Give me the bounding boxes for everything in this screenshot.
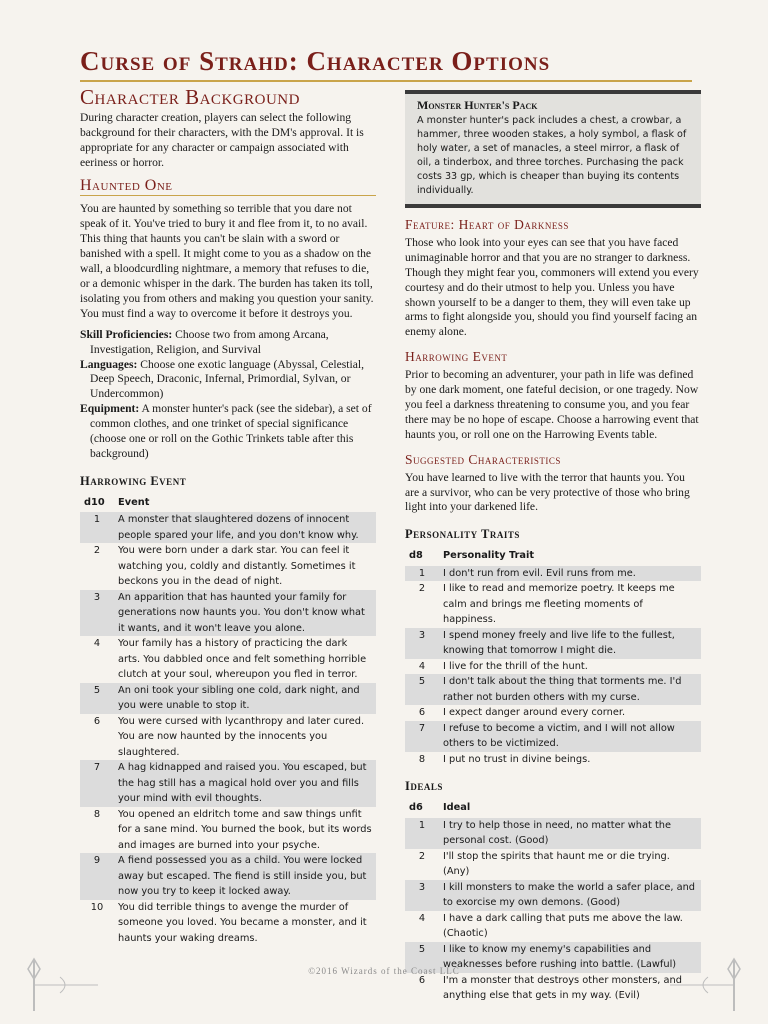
row-text: An apparition that has haunted your family for generations now haunts you. You don't know what it wants, and it won't leave you alone. [114,590,376,637]
row-number: 6 [418,974,426,986]
table-row [405,721,701,752]
row-number: 1 [405,818,439,849]
row-number: 1 [80,512,114,543]
ideals-heading: Ideals [405,779,443,794]
row-number: 5 [80,683,114,714]
table-row [405,849,701,880]
harrowing-event-text: Prior to becoming an adventurer, your path in life was defined by one dark moment, one fateful decision, or one tragedy. Now you feel a darkness threatening to consume you, and you fear there may be no hope of escape. Choose a harrowing event that haunts you, or roll one on the Harrowing Events table. [405,368,699,441]
page-title: Curse of Strahd: Character Options [80,46,551,76]
table-row [405,581,701,628]
row-number: 5 [405,674,439,705]
row-text: I put no trust in divine beings. [443,753,591,765]
equipment [80,402,376,462]
table-row [80,760,376,807]
row-text: I spend money freely and live life to the fullest, knowing that tomorrow I might die. [439,628,701,659]
personality-heading: Personality Traits [405,527,520,542]
title-rule [80,80,692,82]
skills-text: Choose two from among Arcana, Investigation, Religion, and Survival [90,327,329,356]
row-text: I expect danger around every corner. [443,707,626,719]
footer-right-ornament-icon [668,955,748,1015]
row-number: 1 [405,566,439,582]
right-column [405,90,701,1004]
table-row [80,807,376,854]
table-row [80,683,376,714]
row-text: I have a dark calling that puts me above the law. (Chaotic) [443,912,683,940]
sidebar-title: Monster Hunter's Pack [417,98,538,112]
row-number: 6 [93,715,101,727]
table-row [405,659,701,675]
row-number: 2 [93,545,101,557]
table-row [80,714,376,761]
row-number: 4 [93,638,101,650]
table-header-event: Event [118,496,150,508]
sidebar-text: A monster hunter's pack includes a chest, a crowbar, a hammer, three wooden stakes, a holy symbol, a flask of holy water, a set of manacles, a steel mirror, a flask of oil, a tinderbox, and three torches. Purchasing the pack costs 33 gp, which is cheaper than buying its contents individually. [417,115,687,196]
table-row [405,880,701,911]
table-row [80,512,376,543]
row-number: 4 [418,660,426,672]
row-text: You opened an eldritch tome and saw things unfit for a sane mind. You burned the book, but its words and images are burned into your psyche. [118,808,372,851]
row-text: Your family has a history of practicing the dark arts. You dabbled once and felt something horrible clutch at your soul, whereupon you fled in terror. [118,638,367,681]
languages-text: Choose one exotic language (Abyssal, Celestial, Deep Speech, Draconic, Infernal, Primordial, Sylvan, or Undercommon) [90,357,365,401]
row-text: I don't run from evil. Evil runs from me. [439,566,701,582]
heading-rule [80,195,376,196]
row-number: 7 [80,760,114,807]
row-number: 3 [405,628,439,659]
table-row [405,911,701,942]
table-row [405,628,701,659]
row-number: 6 [418,707,426,719]
row-number: 3 [80,590,114,637]
table-header-die: d8 [409,550,423,562]
personality-table-body [405,566,701,768]
feature-text: Those who look into your eyes can see that you have faced unimaginable horror and that you are no stranger to darkness. Though they might fear you, commoners will extend you every courtesy and do their utmost to help you. Unless you have shown yourself to be a danger to them, they will even take up arms to fight alongside you, should you find yourself facing an enemy alone. [405,235,699,339]
background-heading: Character Background [80,85,300,109]
table-row [80,636,376,683]
row-text: I'm a monster that destroys other monsters, and anything else that gets in my way. (Evil) [443,974,682,1002]
harrowing-table-heading: Harrowing Event [80,473,187,488]
equipment-label: Equipment: [80,402,140,416]
row-number: 8 [418,753,426,765]
row-number: 2 [418,583,426,595]
suggested-text: You have learned to live with the terror that haunts you. You are a survivor, who can be very protective of those who bring light into your darkened life. [405,470,690,514]
table-header-die: d6 [409,802,423,814]
table-row [405,973,701,1004]
footer-left-ornament-icon [20,955,100,1015]
table-row [80,590,376,637]
table-row [80,900,376,947]
monster-hunters-pack-sidebar [405,90,701,208]
table-header-ideal: Ideal [443,802,471,814]
row-text: I kill monsters to make the world a safer place, and to exorcise my own demons. (Good) [439,880,701,911]
row-text: I live for the thrill of the hunt. [443,660,588,672]
row-number: 4 [418,912,426,924]
row-text: I'll stop the spirits that haunt me or die trying. (Any) [443,850,670,878]
feature-heading: Feature: Heart of Darkness [405,217,569,232]
harrowing-event-table [80,493,376,947]
haunted-one-body: You are haunted by something so terrible that you dare not speak of it. You've tried to bury it and flee from it, to no avail. This thing that haunts you can't be slain with a sword or banished with a spell. It might come to you as a shadow on the wall, a bloodcurdling nightmare, a memory that refuses to die, or a demonic whisper in the dark. The burden has taken its toll, isolating you from others and making you question your sanity. You must find a way to overcome it before it destroys you. [80,202,374,320]
skill-proficiencies [80,328,376,358]
personality-traits-table [405,546,701,767]
harrowing-event-heading: Harrowing Event [405,349,508,365]
row-number: 5 [405,942,439,973]
background-intro: During character creation, players can select the following background for their characters, with the DM's approval. It is appropriate for any character or campaign associated with eeriness or horror. [80,110,364,169]
table-header-trait: Personality Trait [443,550,535,562]
left-column [80,85,376,946]
languages [80,358,376,403]
row-text: I like to know my enemy's capabilities and weaknesses before rushing into battle. (Lawful) [439,942,701,973]
harrowing-table-body [80,512,376,946]
row-number: 7 [405,721,439,752]
row-number: 2 [418,850,426,862]
skills-label: Skill Proficiencies: [80,327,173,341]
row-number: 10 [90,901,104,913]
row-text: You were born under a dark star. You can feel it watching you, coldly and distantly. Sometimes it beckons you in the dead of night. [118,545,356,588]
table-row [405,566,701,582]
suggested-heading: Suggested Characteristics [405,451,561,467]
row-text: I refuse to become a victim, and I will not allow others to be victimized. [439,721,701,752]
row-text: A fiend possessed you as a child. You were locked away but escaped. The fiend is still inside you, but now you try to keep it locked away. [114,853,376,900]
row-text: I try to help those in need, no matter what the personal cost. (Good) [439,818,701,849]
row-number: 3 [405,880,439,911]
table-row [405,674,701,705]
row-text: You were cursed with lycanthropy and later cured. You are now haunted by the innocents you slaughtered. [118,715,365,758]
languages-label: Languages: [80,357,138,371]
row-text: I like to read and memorize poetry. It keeps me calm and brings me fleeting moments of happiness. [443,583,675,626]
row-number: 8 [93,808,101,820]
row-text: A monster that slaughtered dozens of innocent people spared your life, and you don't know why. [114,512,376,543]
table-row [80,543,376,590]
table-row [80,853,376,900]
haunted-one-heading: Haunted One [80,176,173,194]
row-text: A hag kidnapped and raised you. You escaped, but the hag still has a magical hold over you and fills your mind with evil thoughts. [114,760,376,807]
row-text: You did terrible things to avenge the murder of someone you loved. You became a monster, and it haunts your waking dreams. [118,901,367,944]
row-text: An oni took your sibling one cold, dark night, and you were unable to stop it. [114,683,376,714]
equipment-text: A monster hunter's pack (see the sidebar), a set of common clothes, and one trinket of special significance (choose one or roll on the Gothic Trinkets table after this background) [90,402,372,460]
table-row [405,705,701,721]
table-header-die: d10 [84,496,105,508]
table-row [405,818,701,849]
row-text: I don't talk about the thing that torments me. I'd rather not burden others with my curse. [439,674,701,705]
footer-copyright: ©2016 Wizards of the Coast LLC [308,966,460,976]
row-number: 9 [80,853,114,900]
table-row [405,752,701,768]
